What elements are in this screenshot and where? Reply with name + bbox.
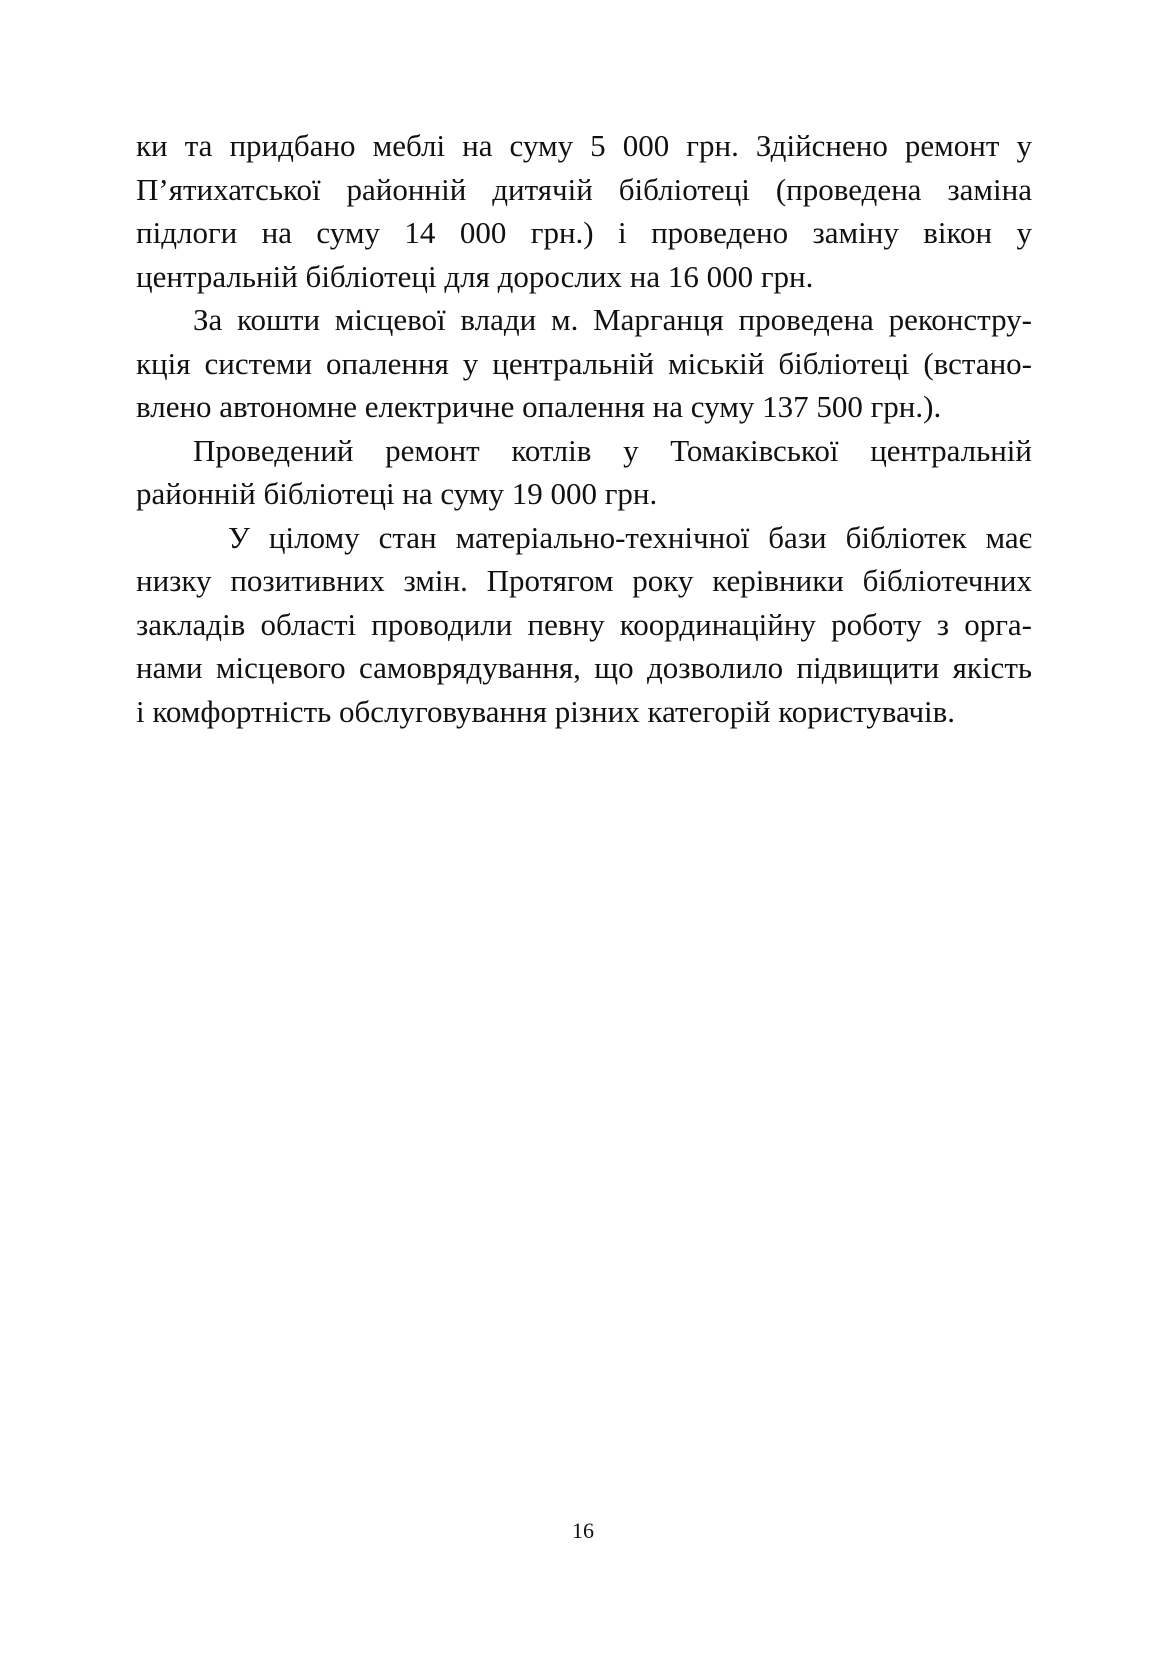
text-line: За кошти місцевої влади м. Марганця проведена реконстру- (193, 302, 1032, 337)
text-line: низку позитивних змін. Протягом року керівники бібліотечних (136, 563, 1032, 598)
page-number: 16 (572, 1518, 594, 1543)
text-line: влено автономне електричне опалення на суму 137 500 грн.). (136, 389, 942, 424)
body-text (136, 124, 1032, 733)
text-line: закладів області проводили певну координаційну роботу з орга- (136, 606, 1032, 642)
text-line: і комфортність обслуговування різних категорій користувачів. (136, 693, 956, 729)
paragraph-marhanets-heating (136, 298, 1032, 429)
text-line: Проведений ремонт котлів у Томаківської центральній (193, 432, 1032, 468)
text-line: П’ятихатської районній дитячій бібліотеці (проведена заміна (136, 171, 1032, 207)
text-line: підлоги на суму 14 000 грн.) і проведено заміну вікон у (136, 215, 1032, 250)
text-line: нами місцевого самоврядування, що дозволило підвищити якість (136, 650, 1032, 685)
text-line: районній бібліотеці на суму 19 000 грн. (136, 476, 658, 511)
paragraph-tomakivka-boilers (136, 429, 1032, 516)
text-line: У цілому стан матеріально-технічної бази бібліотек має (228, 519, 1032, 555)
text-line: центральній бібліотеці для дорослих на 16 000 грн. (136, 258, 814, 294)
paragraph-repairs (136, 124, 1032, 298)
paragraph-conclusion (136, 516, 1032, 734)
text-line: ки та придбано меблі на суму 5 000 грн. Здійснено ремонт у (136, 128, 1032, 163)
text-line: кція системи опалення у центральній міській бібліотеці (встано- (136, 345, 1032, 381)
